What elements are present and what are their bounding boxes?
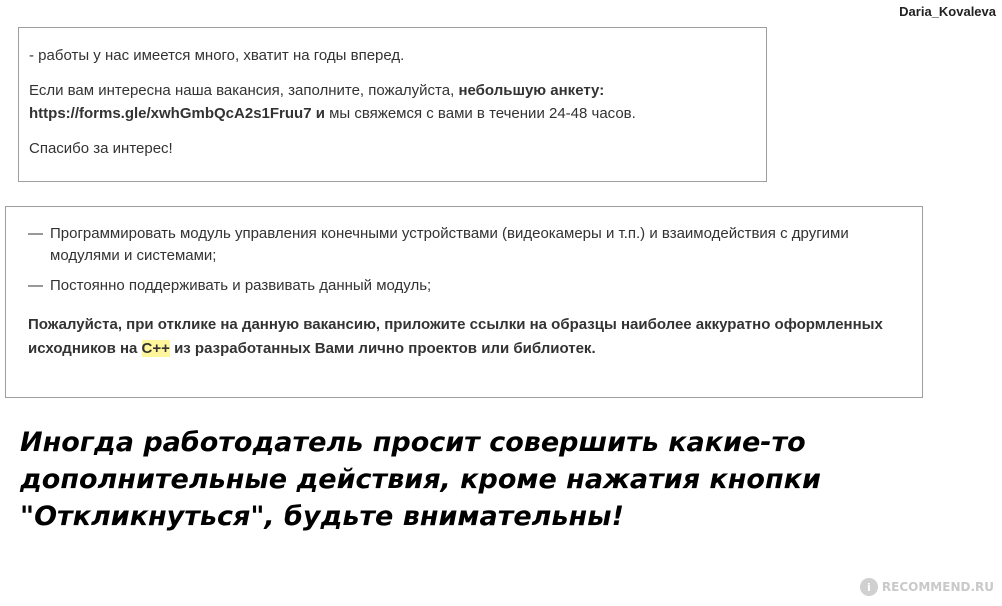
application-note	[28, 313, 900, 361]
note-text-end: из разработанных Вами лично проектов или библиотек.	[169, 340, 596, 357]
message-line-1: - работы у нас имеется много, хватит на годы вперед.	[29, 47, 405, 64]
job-requirements-box	[5, 206, 923, 398]
note-text: Пожалуйста, при отклике на данную вакансию, приложите ссылки на образцы наиболее аккуратно оформленных исходников на	[28, 316, 883, 357]
message-text-2: мы свяжемся с вами в течении 24-48 часов.	[324, 105, 636, 122]
message-excerpt-box	[18, 27, 767, 182]
message-paragraph-2	[29, 79, 756, 125]
site-watermark-text: RECOMMEND.RU	[881, 580, 994, 594]
author-watermark: Daria_Kovaleva	[899, 4, 996, 19]
highlighted-keyword: C++	[141, 340, 170, 357]
duty-item	[28, 275, 900, 297]
site-watermark	[860, 578, 994, 596]
dash-marker: —	[28, 277, 43, 294]
duty-item	[28, 223, 900, 267]
message-thanks: Спасибо за интерес!	[29, 140, 173, 157]
review-caption: Иногда работодатель просит совершить какие-то дополнительные действия, кроме нажатия кнопки "Откликнуться", будьте внимательны!	[20, 427, 821, 532]
recommend-logo-icon: i	[860, 578, 878, 596]
duty-item-text: Постоянно поддерживать и развивать данный модуль;	[50, 277, 432, 294]
duty-item-text: Программировать модуль управления конечными устройствами (видеокамеры и т.п.) и взаимодействия с другими модулями и системами;	[50, 225, 849, 264]
survey-label: небольшую анкету:	[458, 82, 605, 99]
survey-link[interactable]: https://forms.gle/xwhGmbQcA2s1Fruu7 и	[29, 105, 325, 122]
dash-marker: —	[28, 225, 43, 242]
message-text: Если вам интересна наша вакансия, заполните, пожалуйста,	[29, 82, 459, 99]
